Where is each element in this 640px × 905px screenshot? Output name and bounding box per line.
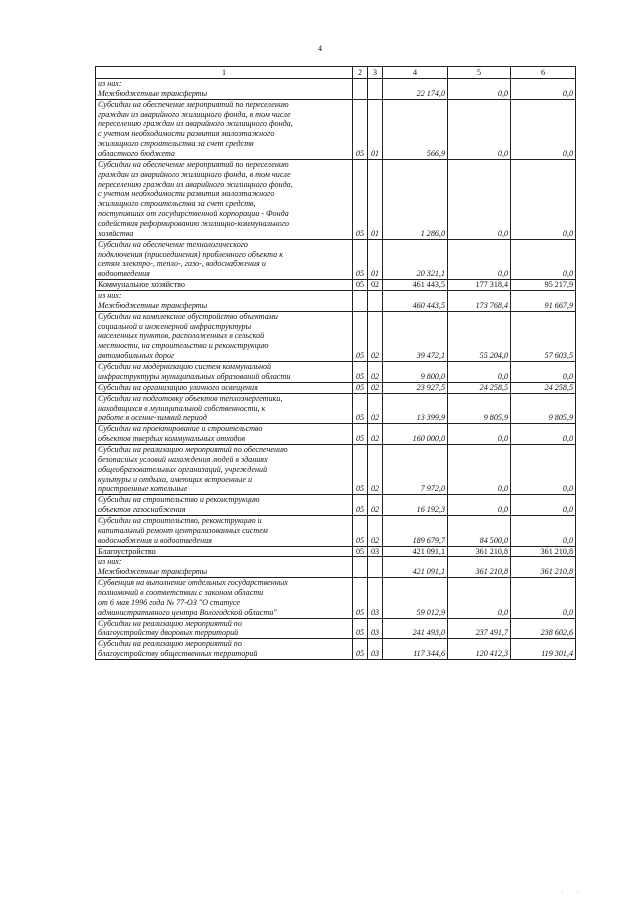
- section-code: 05: [353, 159, 368, 239]
- footer-marks: . .: [561, 889, 584, 895]
- value-col-6: 0,0: [511, 515, 576, 546]
- value-col-6: 57 603,5: [511, 311, 576, 361]
- section-code: 05: [353, 99, 368, 159]
- value-col-4: 189 679,7: [383, 515, 448, 546]
- section-code: 05: [353, 546, 368, 557]
- value-col-6: 9 805,9: [511, 393, 576, 424]
- value-col-6: 0,0: [511, 159, 576, 239]
- section-code: 05: [353, 424, 368, 445]
- description-line: поступивших от государственной корпорации - Фонда: [98, 209, 289, 219]
- value-col-4: 23 927,5: [383, 382, 448, 393]
- value-col-5: 0,0: [448, 578, 511, 618]
- description-line: безопасных условий нахождения людей в зданиях: [98, 454, 268, 464]
- value-col-4: 22 174,0: [383, 79, 448, 100]
- description-line: Субсидии на реализацию мероприятий по: [98, 639, 242, 649]
- value-col-4: 7 972,0: [383, 444, 448, 494]
- value-col-4: 421 091,1: [383, 546, 448, 557]
- description-line: Коммунальное хозяйство: [98, 280, 185, 290]
- description-line: Субсидии на подготовку объектов теплоэнергетики,: [98, 393, 283, 403]
- subsection-code: [368, 79, 383, 100]
- row-description: [96, 424, 353, 445]
- row-description: [96, 99, 353, 159]
- page-number: 4: [318, 44, 322, 53]
- subsection-code: 02: [368, 515, 383, 546]
- value-col-4: 16 192,3: [383, 495, 448, 516]
- description-line: благоустройству общественных территорий: [98, 649, 258, 659]
- table-row: [96, 444, 576, 494]
- description-line: инфраструктуры муниципальных образований области: [98, 371, 291, 381]
- value-col-5: 24 258,5: [448, 382, 511, 393]
- row-description: [96, 362, 353, 383]
- description-line: капитальный ремонт централизованных систем: [98, 525, 268, 535]
- value-col-6: 119 301,4: [511, 639, 576, 660]
- description-line: культуры и отдыха, имеющих встроенные и: [98, 474, 253, 484]
- value-col-5: 237 491,7: [448, 618, 511, 639]
- header-row: [96, 67, 576, 79]
- row-description: [96, 444, 353, 494]
- subsection-code: 03: [368, 578, 383, 618]
- value-col-5: 361 210,8: [448, 557, 511, 578]
- header-cell-5: 5: [448, 67, 511, 79]
- value-col-5: 84 500,0: [448, 515, 511, 546]
- subsection-code: 02: [368, 424, 383, 445]
- description-line: находящихся в муниципальной собственности, к: [98, 403, 266, 413]
- description-line: Межбюджетные трансферты: [98, 567, 208, 577]
- subsection-code: 01: [368, 239, 383, 279]
- description-line: граждан из аварийного жилищного фонда, в том числе: [98, 169, 291, 179]
- description-line: Субвенция на выполнение отдельных государственных: [98, 578, 288, 588]
- table-row: [96, 291, 576, 312]
- section-code: 05: [353, 382, 368, 393]
- value-col-5: 0,0: [448, 79, 511, 100]
- subsection-code: 02: [368, 362, 383, 383]
- description-line: Субсидии на строительство и реконструкцию: [98, 495, 260, 505]
- subsection-code: 03: [368, 618, 383, 639]
- description-line: граждан из аварийного жилищного фонда, в том числе: [98, 109, 291, 119]
- row-description: [96, 79, 353, 100]
- subsection-code: 02: [368, 382, 383, 393]
- table-row: [96, 557, 576, 578]
- subsection-code: 03: [368, 639, 383, 660]
- row-description: [96, 311, 353, 361]
- table-row: [96, 382, 576, 393]
- section-code: 05: [353, 362, 368, 383]
- value-col-5: 0,0: [448, 495, 511, 516]
- value-col-6: 95 217,9: [511, 280, 576, 291]
- description-line: из них:: [98, 79, 122, 88]
- value-col-4: 241 493,0: [383, 618, 448, 639]
- description-line: Субсидии на строительство, реконструкцию и: [98, 515, 262, 525]
- table-row: [96, 393, 576, 424]
- row-description: [96, 639, 353, 660]
- description-line: жилищного строительства за счет средств: [98, 139, 254, 149]
- value-col-4: 20 321,1: [383, 239, 448, 279]
- value-col-6: 91 667,9: [511, 291, 576, 312]
- description-line: Субсидии на модернизацию систем коммунальной: [98, 362, 272, 372]
- description-line: из них:: [98, 291, 122, 301]
- description-line: Субсидии на обеспечение мероприятий по переселению: [98, 99, 289, 109]
- value-col-4: 117 344,6: [383, 639, 448, 660]
- value-col-6: 0,0: [511, 444, 576, 494]
- row-description: [96, 557, 353, 578]
- value-col-6: 361 210,8: [511, 546, 576, 557]
- value-col-6: 361 210,8: [511, 557, 576, 578]
- description-line: переселению граждан из аварийного жилищного фонда,: [98, 179, 293, 189]
- value-col-4: 13 399,9: [383, 393, 448, 424]
- value-col-5: 55 204,0: [448, 311, 511, 361]
- row-description: [96, 280, 353, 291]
- table-row: [96, 280, 576, 291]
- row-description: [96, 239, 353, 279]
- row-description: [96, 546, 353, 557]
- description-line: полномочий в соответствии с законом области: [98, 587, 264, 597]
- header-cell-1: 1: [96, 67, 353, 79]
- section-code: 05: [353, 444, 368, 494]
- section-code: 05: [353, 280, 368, 291]
- section-code: 05: [353, 515, 368, 546]
- value-col-5: 0,0: [448, 444, 511, 494]
- value-col-6: 0,0: [511, 79, 576, 100]
- row-description: [96, 495, 353, 516]
- table-row: [96, 639, 576, 660]
- value-col-4: 421 091,1: [383, 557, 448, 578]
- value-col-4: 39 472,1: [383, 311, 448, 361]
- subsection-code: 02: [368, 280, 383, 291]
- value-col-6: 0,0: [511, 424, 576, 445]
- row-description: [96, 578, 353, 618]
- description-line: Субсидии на проектирование и строительство: [98, 424, 263, 434]
- table-row: [96, 79, 576, 100]
- description-line: Субсидии на реализацию мероприятий по обеспечению: [98, 444, 288, 454]
- section-code: 05: [353, 393, 368, 424]
- description-line: водоотведения: [98, 269, 150, 279]
- header-cell-4: 4: [383, 67, 448, 79]
- description-line: административного центра Вологодской области": [98, 607, 277, 617]
- value-col-5: 0,0: [448, 99, 511, 159]
- value-col-5: 361 210,8: [448, 546, 511, 557]
- row-description: [96, 618, 353, 639]
- table-row: [96, 159, 576, 239]
- budget-table: [95, 66, 576, 660]
- description-line: хозяйства: [98, 228, 134, 238]
- subsection-code: 02: [368, 393, 383, 424]
- table-row: [96, 546, 576, 557]
- description-line: от 6 мая 1996 года № 77-ОЗ "О статусе: [98, 597, 240, 607]
- value-col-4: 59 012,9: [383, 578, 448, 618]
- table-row: [96, 495, 576, 516]
- subsection-code: 03: [368, 546, 383, 557]
- section-code: [353, 557, 368, 578]
- description-line: населенных пунктов, расположенных в сельской: [98, 331, 265, 341]
- header-cell-2: 2: [353, 67, 368, 79]
- description-line: водоснабжения и водоотведения: [98, 535, 212, 545]
- subsection-code: 02: [368, 311, 383, 361]
- value-col-6: 0,0: [511, 362, 576, 383]
- table-row: [96, 515, 576, 546]
- value-col-5: 9 805,9: [448, 393, 511, 424]
- value-col-4: 1 286,0: [383, 159, 448, 239]
- description-line: Межбюджетные трансферты: [98, 88, 208, 98]
- row-description: [96, 515, 353, 546]
- table-row: [96, 311, 576, 361]
- description-line: благоустройству дворовых территорий: [98, 628, 239, 638]
- row-description: [96, 382, 353, 393]
- description-line: Субсидии на реализацию мероприятий по: [98, 618, 242, 628]
- description-line: объектов газоснабжения: [98, 505, 186, 515]
- value-col-5: 173 768,4: [448, 291, 511, 312]
- row-description: [96, 393, 353, 424]
- value-col-4: 566,9: [383, 99, 448, 159]
- description-line: с учетом необходимости развития малоэтажного: [98, 129, 275, 139]
- description-line: объектов твердых коммунальных отходов: [98, 434, 246, 444]
- section-code: 05: [353, 311, 368, 361]
- value-col-4: 461 443,5: [383, 280, 448, 291]
- description-line: областного бюджета: [98, 149, 175, 159]
- value-col-6: 0,0: [511, 495, 576, 516]
- table-row: [96, 578, 576, 618]
- description-line: Благоустройство: [98, 546, 156, 556]
- description-line: местности, на строительство и реконструкцию: [98, 341, 269, 351]
- section-code: 05: [353, 239, 368, 279]
- value-col-6: 0,0: [511, 239, 576, 279]
- value-col-4: 9 800,0: [383, 362, 448, 383]
- value-col-4: 160 000,0: [383, 424, 448, 445]
- subsection-code: [368, 557, 383, 578]
- description-line: с учетом необходимости развития малоэтажного: [98, 189, 275, 199]
- section-code: 05: [353, 495, 368, 516]
- description-line: из них:: [98, 557, 122, 567]
- description-line: автомобильных дорог: [98, 351, 175, 361]
- value-col-6: 24 258,5: [511, 382, 576, 393]
- subsection-code: 02: [368, 495, 383, 516]
- description-line: Межбюджетные трансферты: [98, 300, 208, 310]
- row-description: [96, 159, 353, 239]
- section-code: 05: [353, 578, 368, 618]
- table-row: [96, 618, 576, 639]
- value-col-6: 238 602,6: [511, 618, 576, 639]
- description-line: Субсидии на комплексное обустройство объектами: [98, 311, 278, 321]
- subsection-code: 01: [368, 159, 383, 239]
- value-col-6: 0,0: [511, 99, 576, 159]
- subsection-code: 01: [368, 99, 383, 159]
- description-line: сетям электро-, тепло-, газо-, водоснабжения и: [98, 259, 266, 269]
- description-line: социальной и инженерной инфраструктуры: [98, 321, 252, 331]
- section-code: 05: [353, 618, 368, 639]
- section-code: [353, 79, 368, 100]
- description-line: подключения (присоединения) проблемного объекта к: [98, 249, 283, 259]
- description-line: Субсидии на обеспечение технологического: [98, 239, 248, 249]
- table-row: [96, 424, 576, 445]
- description-line: Субсидии на обеспечение мероприятий по переселению: [98, 159, 289, 169]
- value-col-5: 0,0: [448, 362, 511, 383]
- value-col-5: 0,0: [448, 424, 511, 445]
- subsection-code: 02: [368, 444, 383, 494]
- description-line: переселению граждан из аварийного жилищного фонда,: [98, 119, 293, 129]
- table-row: [96, 99, 576, 159]
- section-code: 05: [353, 639, 368, 660]
- section-code: [353, 291, 368, 312]
- description-line: пристроенные котельные: [98, 484, 188, 494]
- header-cell-6: 6: [511, 67, 576, 79]
- value-col-5: 120 412,3: [448, 639, 511, 660]
- value-col-6: 0,0: [511, 578, 576, 618]
- value-col-4: 460 443,5: [383, 291, 448, 312]
- value-col-5: 0,0: [448, 239, 511, 279]
- subsection-code: [368, 291, 383, 312]
- value-col-5: 0,0: [448, 159, 511, 239]
- description-line: работе в осенне-зимний период: [98, 413, 207, 423]
- table-row: [96, 362, 576, 383]
- description-line: содействия реформированию жилищно-коммунального: [98, 219, 290, 229]
- header-cell-3: 3: [368, 67, 383, 79]
- table-row: [96, 239, 576, 279]
- description-line: жилищного строительства за счет средств,: [98, 199, 256, 209]
- row-description: [96, 291, 353, 312]
- value-col-5: 177 318,4: [448, 280, 511, 291]
- description-line: общеобразовательных организаций, учреждений: [98, 464, 268, 474]
- description-line: Субсидии на организацию уличного освещения: [98, 382, 258, 392]
